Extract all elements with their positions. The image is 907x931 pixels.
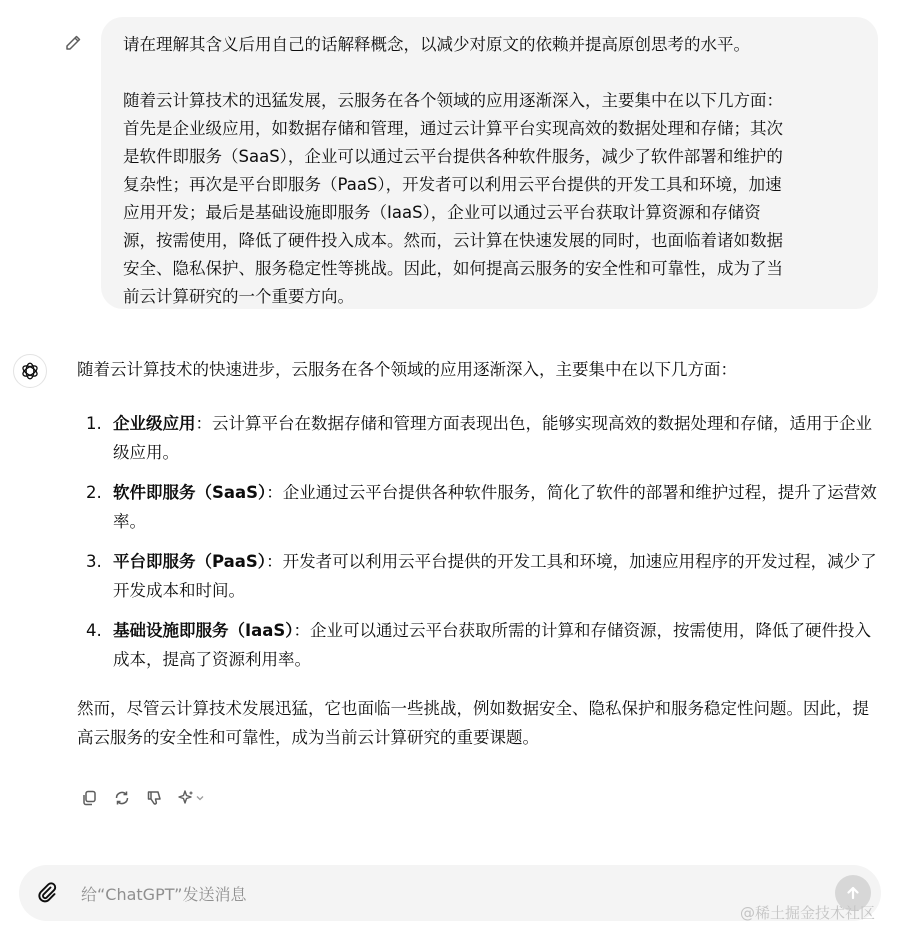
message-input[interactable]	[79, 865, 783, 923]
list-number: 3.	[86, 552, 102, 571]
copy-button[interactable]	[72, 784, 105, 812]
list-item	[77, 547, 877, 605]
assistant-intro: 随着云计算技术的快速进步，云服务在各个领域的应用逐渐深入，主要集中在以下几方面：	[77, 360, 737, 379]
user-instruction-text: 请在理解其含义后用自己的话解释概念，以减少对原文的依赖并提高原创思考的水平。	[123, 35, 750, 54]
list-item-separator: ：	[195, 414, 212, 433]
attach-paperclip-icon[interactable]	[35, 881, 59, 905]
model-switch-button[interactable]	[171, 784, 211, 812]
regenerate-icon	[113, 789, 131, 807]
user-message-bubble	[101, 17, 878, 309]
thumbs-down-icon	[146, 789, 164, 807]
list-item-text: 企业通过云平台提供各种软件服务，简化了软件的部署和维护过程，提升了运营效率。	[113, 483, 877, 531]
list-item-title: 基础设施即服务（IaaS）	[113, 621, 294, 640]
list-number: 1.	[86, 414, 102, 433]
list-number: 2.	[86, 483, 102, 502]
list-item-separator: ：	[293, 621, 311, 640]
list-item-title: 软件即服务（SaaS）	[113, 483, 267, 502]
message-actions	[72, 784, 211, 812]
list-item-text: 开发者可以利用云平台提供的开发工具和环境，加速应用程序的开发过程，减少了开发成本和时间。	[113, 552, 877, 600]
thumbs-down-button[interactable]	[138, 784, 171, 812]
list-item	[77, 409, 877, 467]
chevron-down-icon	[195, 793, 205, 803]
list-item-text: 云计算平台在数据存储和管理方面表现出色，能够实现高效的数据处理和存储，适用于企业级应用。	[113, 414, 872, 462]
watermark-text: @稀土掘金技术社区	[740, 904, 876, 922]
chatgpt-logo-icon	[13, 354, 47, 388]
sparkle-icon	[177, 789, 195, 807]
arrow-up-icon	[843, 883, 863, 903]
list-item-text: 企业可以通过云平台获取所需的计算和存储资源，按需使用，降低了硬件投入成本，提高了资源利用率。	[113, 621, 872, 669]
assistant-closing: 然而，尽管云计算技术发展迅猛，它也面临一些挑战，例如数据安全、隐私保护和服务稳定性问题。因此，提高云服务的安全性和可靠性，成为当前云计算研究的重要课题。	[77, 699, 869, 747]
assistant-list	[77, 409, 877, 674]
list-item-separator: ：	[266, 483, 283, 502]
user-source-text: 随着云计算技术的迅猛发展，云服务在各个领域的应用逐渐深入，主要集中在以下几方面： 首先是企业级应用，如数据存储和管理，通过云计算平台实现高效的数据处理和存储；其次 是软件即服务（SaaS），企业可以通过云平台提供各种软件服务，减少了软件部署和维护的 复杂性；再次是平台即服务（PaaS），开发者可以利用云平台提供的开发工具和环境，加速 应用开发；最后是基础设施即服务（IaaS），企业可以通过云平台获取计算资源和存储资 源，按需使用，降低了硬件投入成本。然而，云计算在快速发展的同时，也面临着诸如数据 安全、隐私保护、服务稳定性等挑战。因此，如何提高云服务的安全性和可靠性，成为了当 前云计算研究的一个重要方向。	[123, 91, 783, 306]
edit-pencil-icon[interactable]	[63, 33, 83, 53]
list-number: 4.	[86, 621, 102, 640]
list-item-separator: ：	[266, 552, 283, 571]
copy-icon	[80, 789, 98, 807]
list-item-title: 企业级应用	[113, 414, 196, 433]
list-item	[77, 616, 877, 674]
assistant-message	[77, 355, 877, 752]
regenerate-button[interactable]	[105, 784, 138, 812]
list-item	[77, 478, 877, 536]
list-item-title: 平台即服务（PaaS）	[113, 552, 267, 571]
